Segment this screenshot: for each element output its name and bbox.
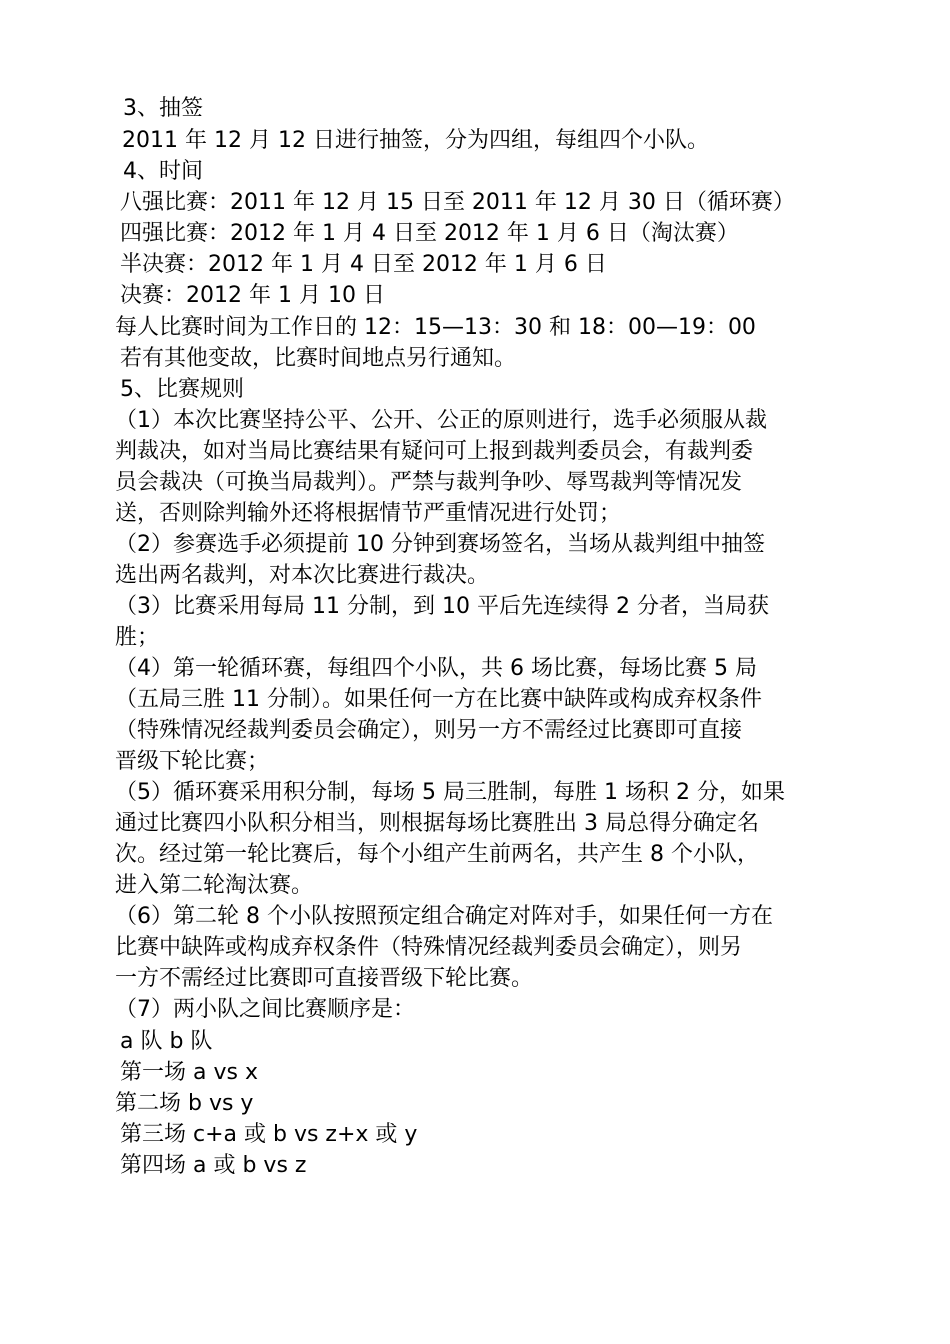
rule-line: （1）本次比赛坚持公平、公开、公正的原则进行，选手必须服从裁 [115, 408, 767, 433]
rule-line: 晋级下轮比赛； [115, 749, 270, 774]
rule-line: 比赛中缺阵或构成弃权条件（特殊情况经裁判委员会确定），则另 [115, 935, 743, 960]
heading-draw-lots: 3、抽签 [123, 96, 203, 121]
schedule-line: 半决赛：2012 年 1 月 4 日至 2012 年 1 月 6 日 [120, 252, 607, 277]
rule-line: 选出两名裁判，对本次比赛进行裁决。 [115, 563, 490, 588]
heading-rules: 5、比赛规则 [120, 377, 244, 402]
match-order-line: 第一场 a vs x [120, 1060, 258, 1085]
match-order-line: 第四场 a 或 b vs z [120, 1153, 307, 1178]
rule-line: 通过比赛四小队积分相当，则根据每场比赛胜出 3 局总得分确定名 [115, 811, 759, 836]
rule-line: （2）参赛选手必须提前 10 分钟到赛场签名，当场从裁判组中抽签 [115, 532, 765, 557]
match-order-line: 第二场 b vs y [115, 1091, 254, 1116]
schedule-line: 决赛：2012 年 1 月 10 日 [120, 283, 385, 308]
paragraph-line: 2011 年 12 月 12 日进行抽签，分为四组，每组四个小队。 [122, 128, 709, 153]
rule-line: 员会裁决（可换当局裁判）。严禁与裁判争吵、辱骂裁判等情况发 [115, 470, 743, 495]
heading-time: 4、时间 [123, 159, 203, 184]
schedule-line: 四强比赛：2012 年 1 月 4 日至 2012 年 1 月 6 日（淘汰赛） [120, 221, 739, 246]
paragraph-line: 若有其他变故，比赛时间地点另行通知。 [120, 346, 517, 371]
match-order-header: a 队 b 队 [120, 1029, 213, 1054]
rule-line: 判裁决，如对当局比赛结果有疑问可上报到裁判委员会，有裁判委 [115, 439, 754, 464]
match-order-line: 第三场 c+a 或 b vs z+x 或 y [120, 1122, 418, 1147]
rule-line: 一方不需经过比赛即可直接晋级下轮比赛。 [115, 966, 534, 991]
rule-line: （7）两小队之间比赛顺序是： [115, 997, 415, 1022]
schedule-line: 八强比赛：2011 年 12 月 15 日至 2011 年 12 月 30 日（循环赛） [120, 190, 795, 215]
rule-line: （4）第一轮循环赛，每组四个小队，共 6 场比赛，每场比赛 5 局 [115, 656, 757, 681]
rule-line: 进入第二轮淘汰赛。 [115, 873, 314, 898]
rule-line: 次。经过第一轮比赛后，每个小组产生前两名，共产生 8 个小队， [115, 842, 759, 867]
rule-line: （特殊情况经裁判委员会确定），则另一方不需经过比赛即可直接 [115, 718, 743, 743]
schedule-line: 每人比赛时间为工作日的 12：15—13：30 和 18：00—19：00 [115, 315, 756, 340]
rule-line: 送，否则除判输外还将根据情节严重情况进行处罚； [115, 501, 622, 526]
rule-line: （3）比赛采用每局 11 分制，到 10 平后先连续得 2 分者，当局获 [115, 594, 769, 619]
rule-line: 胜； [115, 625, 160, 650]
rule-line: （5）循环赛采用积分制，每场 5 局三胜制，每胜 1 场积 2 分，如果 [115, 780, 785, 805]
rule-line: （6）第二轮 8 个小队按照预定组合确定对阵对手，如果任何一方在 [115, 904, 773, 929]
rule-line: （五局三胜 11 分制）。如果任何一方在比赛中缺阵或构成弃权条件 [115, 687, 762, 712]
